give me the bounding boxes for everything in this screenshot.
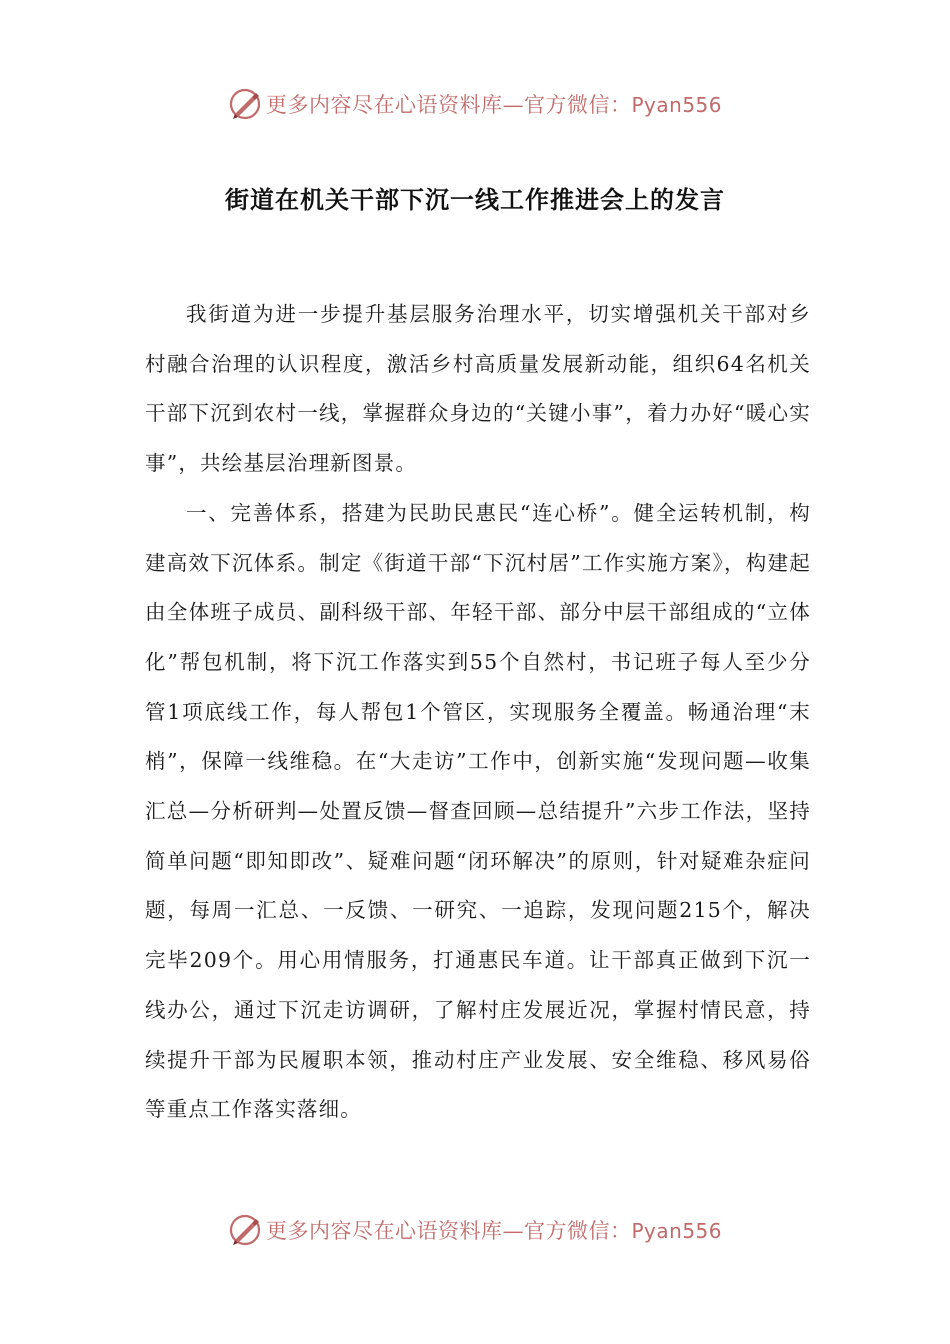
pen-logo-icon [228, 87, 262, 121]
pen-logo-icon [228, 1213, 262, 1247]
watermark-text [266, 89, 722, 119]
watermark-text-cn: 更多内容尽在心语资料库—官方微信： [265, 1219, 632, 1243]
paragraph-section-1: 一、完善体系，搭建为民助民惠民“连心桥”。健全运转机制，构建高效下沉体系。制定《街道干部“下沉村居”工作实施方案》，构建起由全体班子成员、副科级干部、年轻干部、部分中层干部组成的“立体化”帮包机制，将下沉工作落实到55个自然村，书记班子每人至少分管1项底线工作，每人帮包1个管区，实现服务全覆盖。畅通治理“末梢”，保障一线维稳。在“大走访”工作中，创新实施“发现问题—收集汇总—分析研判—处置反馈—督查回顾—总结提升”六步工作法，坚持简单问题“即知即改”、疑难问题“闭环解决”的原则，针对疑难杂症问题，每周一汇总、一反馈、一研究、一追踪，发现问题215个，解决完毕209个。用心用情服务，打通惠民车道。让干部真正做到下沉一线办公，通过下沉走访调研，了解村庄发展近况，掌握村情民意，持续提升干部为民履职本领，推动村庄产业发展、安全维稳、移风易俗等重点工作落实落细。 [145, 500, 811, 1122]
page-title: 街道在机关干部下沉一线工作推进会上的发言 [225, 186, 725, 214]
paragraph-intro: 我街道为进一步提升基层服务治理水平，切实增强机关干部对乡村融合治理的认识程度，激活乡村高质量发展新动能，组织64名机关干部下沉到农村一线，掌握群众身边的“关键小事”，着力办好“暖心实事”，共绘基层治理新图景。 [145, 302, 811, 476]
watermark-header [0, 82, 950, 126]
watermark-wechat-id: Pyan556 [631, 93, 722, 117]
watermark-wechat-id: Pyan556 [631, 1219, 722, 1243]
document-body [145, 290, 811, 1135]
watermark-text [266, 1215, 722, 1245]
watermark-footer [0, 1208, 950, 1252]
watermark-text-cn: 更多内容尽在心语资料库—官方微信： [265, 93, 632, 117]
